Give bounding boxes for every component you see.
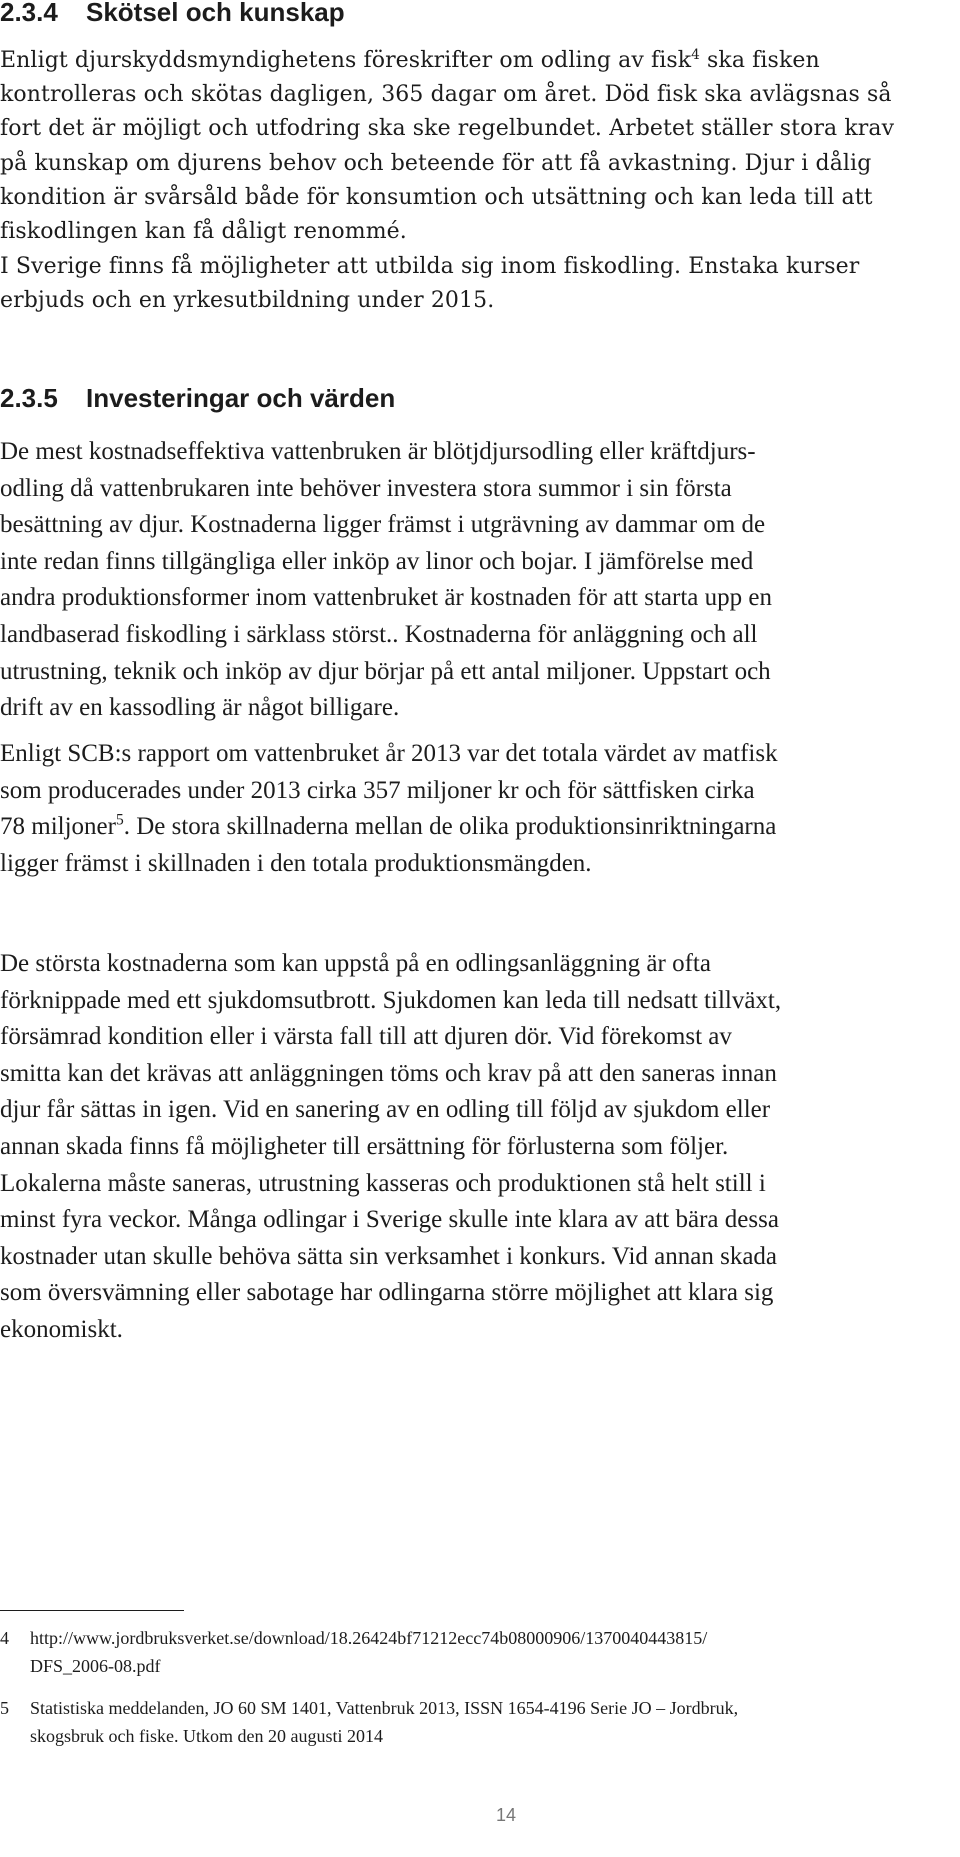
footnote-ref-5: 5 [115,811,124,829]
section-heading-2-3-5 [0,382,395,414]
paragraph-text: . De stora skillnaderna mellan de olika produktionsinriktningarna ligger främst i skillnaden i den totala produktionsmängden. [0,813,777,877]
paragraph-care-requirements [0,44,940,249]
section-title: Investeringar och värden [86,383,396,413]
footnote-text: Statistiska meddelanden, JO 60 SM 1401, Vattenbruk 2013, ISSN 1654-4196 Serie JO – Jordbruk, skogsbruk och fiske. Utkom den 20 augusti 2014 [30,1698,739,1746]
page-number: 14 [495,1805,517,1825]
paragraph-text: ska fisken kontrolleras och skötas dagligen, 365 dagar om året. Död fisk ska avlägsnas så fort det är möjligt och utfodring ska ske regelbundet. Arbetet ställer stora krav på kunskap om djurens behov och beteende för att få avkastning. Djur i dålig kondition är svårsåld både för konsumtion och utsättning och kan leda till att fiskodlingen kan få dåligt renommé. [0,48,895,245]
footnote-number: 4 [0,1628,9,1648]
footnote-text: http://www.jordbruksverket.se/download/18.26424bf71212ecc74b08000906/1370040443815/ DFS_2006-08.pdf [30,1628,708,1676]
footnote-divider [0,1610,184,1611]
section-title: Skötsel och kunskap [86,0,345,27]
paragraph-education: I Sverige finns få möjligheter att utbilda sig inom fiskodling. Enstaka kurser erbjuds och en yrkesutbildning under 2015. [0,254,860,314]
footnote-ref-4: 4 [691,46,700,63]
paragraph-scb-values [0,736,940,882]
section-number: 2.3.5 [0,383,58,413]
footnote-4 [0,1624,940,1680]
paragraph-text: Enligt SCB:s rapport om vattenbruket år 2013 var det totala värdet av matfisk som producerades under 2013 cirka 357 miljoner kr och för sättfisken cirka 78 miljoner [0,740,778,841]
paragraph-text: Enligt djurskyddsmyndighetens föreskrifter om odling av fisk [0,48,692,73]
paragraph-disease-costs: De största kostnaderna som kan uppstå på en odlingsanläggning är ofta förknippade med ett sjukdomsutbrott. Sjukdomen kan leda till nedsatt tillväxt, försämrad kondition eller i värsta fall till att djuren dör. Vid förekomst av smitta kan det krävas att anläggningen töms och krav på att den saneras innan djur får sättas in igen. Vid en sanering av en odling till följd av sjukdom eller annan skada finns få möjligheter till ersättning för förlusterna som följer. Lokalerna måste saneras, utrustning kasseras och produktionen stå helt still i minst fyra veckor. Många odlingar i Sverige skulle inte klara av att bära dessa kostnader utan skulle behöva sätta sin verksamhet i konkurs. Vid annan skada som översvämning eller sabotage har odlingarna större möjlighet att klara sig ekonomiskt. [0,950,782,1343]
section-heading-2-3-4 [0,0,345,28]
section-number: 2.3.4 [0,0,58,27]
footnote-number: 5 [0,1698,9,1718]
paragraph-investments: De mest kostnadseffektiva vattenbruken är blötjdjursodling eller kräftdjurs- odling då vattenbrukaren inte behöver investera stora summor i sin första besättning av djur. Kostnaderna ligger främst i utgrävning av dammar om de inte redan finns tillgängliga eller inköp av linor och bojar. I jämförelse med andra produktionsformer inom vattenbruket är kostnaden för att starta upp en landbaserad fiskodling i särklass störst.. Kostnaderna för anläggning och all utrustning, teknik och inköp av djur börjar på ett antal miljoner. Uppstart och drift av en kassodling är något billigare. [0,438,772,722]
footnote-5 [0,1694,940,1750]
